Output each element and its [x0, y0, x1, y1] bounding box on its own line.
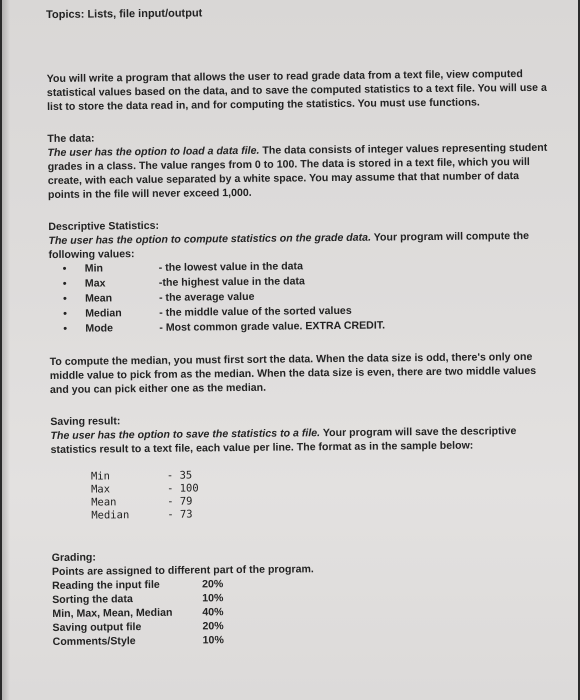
- grading-pct: 40%: [202, 606, 224, 619]
- bullet-icon: •: [62, 262, 67, 275]
- grading-heading: Grading:: [51, 551, 96, 564]
- stat-name: Min: [84, 262, 104, 275]
- stat-desc: -the highest value in the data: [158, 275, 305, 289]
- document-page: [2, 0, 578, 700]
- descriptive-italic: The user has the option to compute statistics on the grade data.: [48, 231, 372, 247]
- sample-value: - 73: [167, 508, 193, 521]
- grading-pct: 20%: [202, 620, 224, 633]
- data-italic: The user has the option to load a data file.: [47, 144, 260, 159]
- sample-label: Median: [91, 509, 130, 522]
- data-paragraph: [47, 141, 548, 202]
- page-shadow: [2, 0, 10, 700]
- bullet-icon: •: [62, 277, 67, 290]
- intro-paragraph: You will write a program that allows the user to read grade data from a text file, view computed statistical values based on the data, and to save the computed statistics to a text file. You will use a list to store the data read in, and for computing the statistics. You must use functions.: [46, 68, 547, 113]
- sample-value: - 79: [167, 495, 193, 508]
- sample-label: Mean: [91, 496, 117, 509]
- assignment-content: [46, 3, 553, 649]
- bullet-icon: •: [62, 292, 67, 305]
- stat-desc: - Most common grade value. EXTRA CREDIT.: [159, 319, 386, 334]
- topics-line: Topics: Lists, file input/output: [46, 7, 203, 21]
- stat-name: Max: [84, 277, 106, 290]
- sample-value: - 35: [166, 469, 193, 482]
- stat-name: Median: [85, 307, 122, 320]
- bullet-icon: •: [63, 322, 68, 335]
- saving-section: [50, 410, 551, 523]
- saving-paragraph: [50, 424, 550, 457]
- stat-desc: - the average value: [158, 290, 255, 304]
- saving-text: Your program will save the descriptive statistics result to a text file, each value per line. The format as in the sample below:: [50, 425, 517, 456]
- stat-desc: - the middle value of the sorted values: [159, 304, 352, 319]
- statistics-list: [49, 257, 550, 337]
- descriptive-text: Your program will compute the following values:: [48, 229, 530, 261]
- grading-intro: Points are assigned to different part of the program.: [51, 563, 314, 578]
- data-heading: The data:: [47, 132, 95, 145]
- grading-item: Sorting the data: [52, 593, 133, 606]
- stat-name: Mean: [84, 292, 113, 305]
- grading-section: [52, 546, 553, 649]
- data-text: The data consists of integer values representing student grades in a class. The value ranges from 0 to 100. The data is stored in a text file, which you will create, with each value separated by a white space. You may assume that that number of data points in the file will never exceed 1,000.: [47, 141, 548, 201]
- grading-pct: 10%: [202, 634, 224, 647]
- descriptive-heading: Descriptive Statistics:: [48, 219, 160, 233]
- grading-item: Saving output file: [52, 621, 142, 634]
- descriptive-section: [48, 215, 549, 337]
- sample-label: Max: [90, 483, 111, 496]
- stat-name: Mode: [85, 322, 114, 335]
- grading-item: Reading the input file: [51, 578, 160, 592]
- median-note: To compute the median, you must first sort the data. When the data size is odd, there's only one middle value to pick from as the median. When the data size is even, there are two middle values and you can pick either one as the median.: [49, 350, 537, 396]
- data-section: [47, 127, 548, 202]
- sample-output: [91, 466, 552, 523]
- stat-desc: - the lowest value in the data: [158, 260, 304, 274]
- grading-pct: 20%: [201, 578, 224, 591]
- saving-heading: Saving result:: [50, 415, 121, 428]
- sample-value: - 100: [166, 482, 199, 495]
- grading-item: Comments/Style: [52, 635, 136, 648]
- sample-label: Min: [90, 470, 110, 483]
- saving-italic: The user has the option to save the statistics to a file.: [50, 427, 321, 442]
- grading-pct: 10%: [202, 592, 224, 605]
- grading-item: Min, Max, Mean, Median: [52, 606, 173, 620]
- bullet-icon: •: [63, 307, 67, 320]
